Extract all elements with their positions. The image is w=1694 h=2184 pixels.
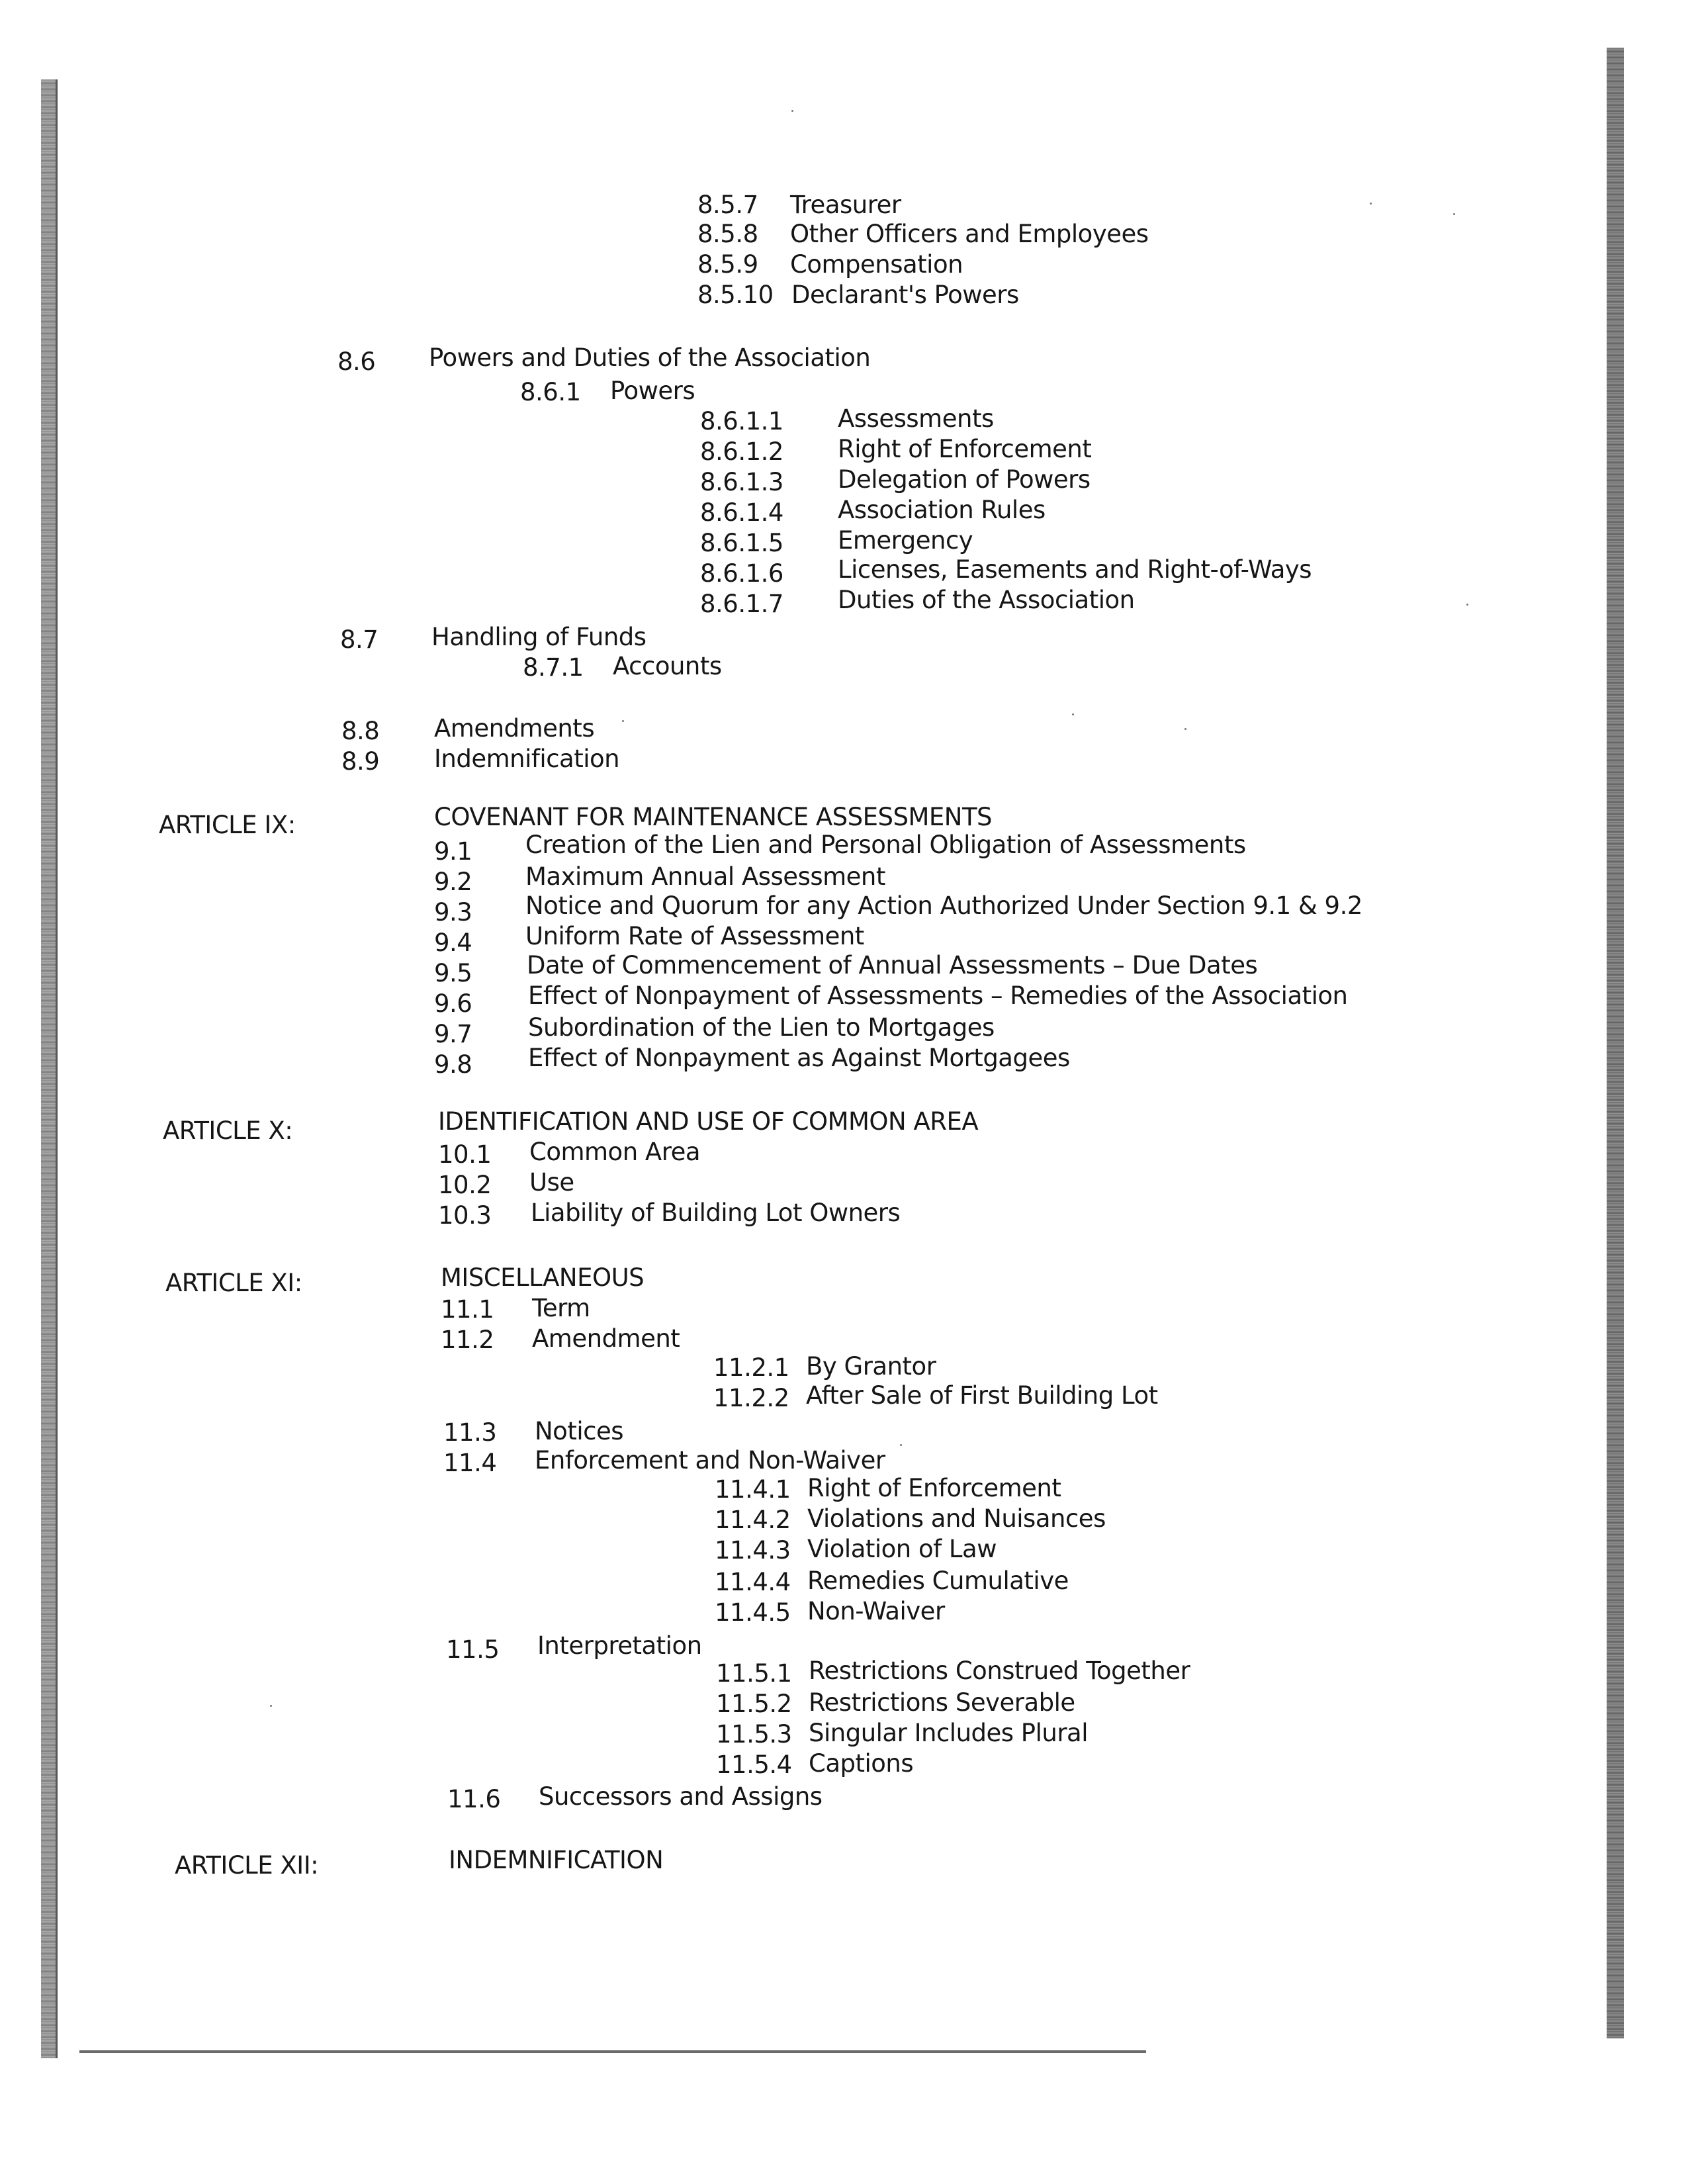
scan-speck	[1453, 213, 1455, 215]
section-title: Effect of Nonpayment of Assessments – Remedies of the Association	[528, 981, 1348, 1010]
article-label: ARTICLE IX:	[159, 811, 296, 839]
section-number: 11.4.1	[715, 1475, 791, 1504]
section-number: 10.2	[438, 1171, 492, 1199]
section-title: By Grantor	[806, 1352, 936, 1381]
section-number: 11.4	[443, 1449, 497, 1477]
section-title: Powers and Duties of the Association	[429, 343, 871, 372]
section-number: 11.2.2	[713, 1384, 789, 1412]
section-number: 8.6.1.7	[700, 590, 783, 618]
section-title: Uniform Rate of Assessment	[525, 922, 864, 950]
section-number: 11.4.3	[715, 1536, 791, 1565]
section-title: Creation of the Lien and Personal Obligation of Assessments	[525, 831, 1246, 859]
section-number: 8.9	[341, 747, 380, 776]
section-number: 11.5.2	[716, 1690, 792, 1718]
section-title: After Sale of First Building Lot	[806, 1381, 1158, 1410]
section-number: 11.5.3	[716, 1720, 792, 1749]
scan-speck	[900, 1444, 902, 1446]
section-number: 11.1	[441, 1295, 494, 1324]
section-number: 8.6.1.1	[700, 407, 783, 435]
section-title: Right of Enforcement	[807, 1474, 1061, 1502]
section-number: 8.7.1	[523, 653, 584, 682]
section-number: 8.5.10	[697, 281, 774, 309]
section-title: Notice and Quorum for any Action Authorized Under Section 9.1 & 9.2	[525, 891, 1362, 920]
scan-speck	[1466, 604, 1468, 606]
scan-border-left	[41, 79, 58, 2058]
section-number: 9.3	[434, 898, 472, 927]
section-number: 10.3	[438, 1201, 492, 1230]
section-number: 9.2	[434, 868, 472, 896]
section-number: 11.2.1	[713, 1353, 789, 1382]
section-title: Use	[529, 1168, 574, 1197]
section-title: Accounts	[613, 652, 722, 680]
section-number: 8.6.1.2	[700, 437, 783, 466]
section-title: Violations and Nuisances	[807, 1504, 1106, 1533]
section-number: 9.5	[434, 959, 472, 987]
section-number: 8.6.1.6	[700, 559, 783, 588]
section-title: Singular Includes Plural	[809, 1719, 1089, 1747]
scan-border-right	[1607, 48, 1624, 2038]
section-title: Common Area	[529, 1138, 701, 1166]
section-number: 8.5.8	[697, 220, 758, 248]
section-number: 8.6.1.4	[700, 498, 783, 527]
section-title: Enforcement and Non-Waiver	[535, 1446, 885, 1475]
section-title: Amendments	[434, 714, 595, 743]
section-title: Powers	[610, 377, 695, 405]
section-title: Duties of the Association	[838, 586, 1135, 614]
scan-speck	[622, 720, 624, 722]
section-number: 8.7	[340, 625, 379, 654]
section-title: Delegation of Powers	[838, 465, 1091, 494]
scan-speck	[1072, 713, 1074, 715]
section-number: 8.5.9	[697, 250, 758, 279]
article-title: INDEMNIFICATION	[449, 1846, 664, 1874]
section-title: Association Rules	[838, 496, 1046, 524]
article-title: IDENTIFICATION AND USE OF COMMON AREA	[438, 1107, 979, 1136]
section-title: Remedies Cumulative	[807, 1567, 1069, 1595]
section-title: Captions	[809, 1749, 914, 1778]
section-title: Liability of Building Lot Owners	[531, 1199, 901, 1227]
section-number: 8.6.1.5	[700, 529, 783, 557]
section-title: Restrictions Construed Together	[809, 1657, 1190, 1685]
section-number: 9.8	[434, 1050, 472, 1079]
article-title: MISCELLANEOUS	[441, 1263, 645, 1292]
section-number: 11.3	[443, 1418, 497, 1447]
section-number: 11.4.5	[715, 1598, 791, 1627]
section-number: 10.1	[438, 1140, 492, 1169]
scan-border-bottom	[79, 2050, 1146, 2053]
section-number: 11.5	[446, 1635, 500, 1664]
section-number: 11.6	[447, 1785, 501, 1813]
section-number: 9.6	[434, 989, 472, 1018]
section-title: Amendment	[532, 1324, 680, 1353]
scan-speck	[1184, 728, 1186, 730]
section-number: 11.5.4	[716, 1751, 792, 1779]
section-number: 8.8	[341, 717, 380, 745]
section-title: Licenses, Easements and Right-of-Ways	[838, 555, 1312, 584]
section-number: 11.4.2	[715, 1506, 791, 1534]
section-number: 8.6	[337, 347, 376, 376]
section-title: Right of Enforcement	[838, 435, 1092, 463]
section-title: Assessments	[838, 404, 994, 433]
scan-speck	[270, 1705, 272, 1707]
section-number: 9.7	[434, 1020, 472, 1048]
section-number: 8.5.7	[697, 191, 758, 219]
section-title: Other Officers and Employees	[790, 220, 1149, 248]
article-label: ARTICLE X:	[163, 1116, 293, 1145]
section-title: Non-Waiver	[807, 1597, 945, 1625]
section-title: Interpretation	[537, 1631, 702, 1660]
section-number: 11.5.1	[716, 1659, 792, 1688]
section-title: Maximum Annual Assessment	[525, 862, 885, 891]
section-title: Compensation	[790, 250, 963, 279]
section-title: Indemnification	[434, 745, 620, 773]
section-number: 11.4.4	[715, 1568, 791, 1596]
section-title: Treasurer	[790, 191, 901, 219]
section-title: Handling of Funds	[431, 623, 646, 651]
section-title: Term	[532, 1294, 590, 1322]
section-title: Date of Commencement of Annual Assessments – Due Dates	[527, 951, 1258, 979]
scan-speck	[1370, 203, 1372, 205]
section-number: 8.6.1	[520, 378, 581, 406]
section-number: 9.4	[434, 929, 472, 957]
article-label: ARTICLE XII:	[175, 1851, 319, 1880]
article-label: ARTICLE XI:	[165, 1269, 302, 1297]
section-number: 8.6.1.3	[700, 468, 783, 496]
section-title: Successors and Assigns	[539, 1782, 823, 1811]
section-title: Restrictions Severable	[809, 1688, 1075, 1717]
article-title: COVENANT FOR MAINTENANCE ASSESSMENTS	[434, 803, 993, 831]
section-number: 9.1	[434, 837, 472, 866]
section-number: 11.2	[441, 1326, 494, 1354]
section-title: Effect of Nonpayment as Against Mortgagees	[528, 1044, 1070, 1072]
section-title: Notices	[535, 1417, 623, 1445]
section-title: Declarant's Powers	[791, 281, 1019, 309]
section-title: Violation of Law	[807, 1535, 997, 1563]
scan-speck	[791, 110, 793, 112]
section-title: Subordination of the Lien to Mortgages	[528, 1013, 995, 1042]
section-title: Emergency	[838, 526, 973, 555]
